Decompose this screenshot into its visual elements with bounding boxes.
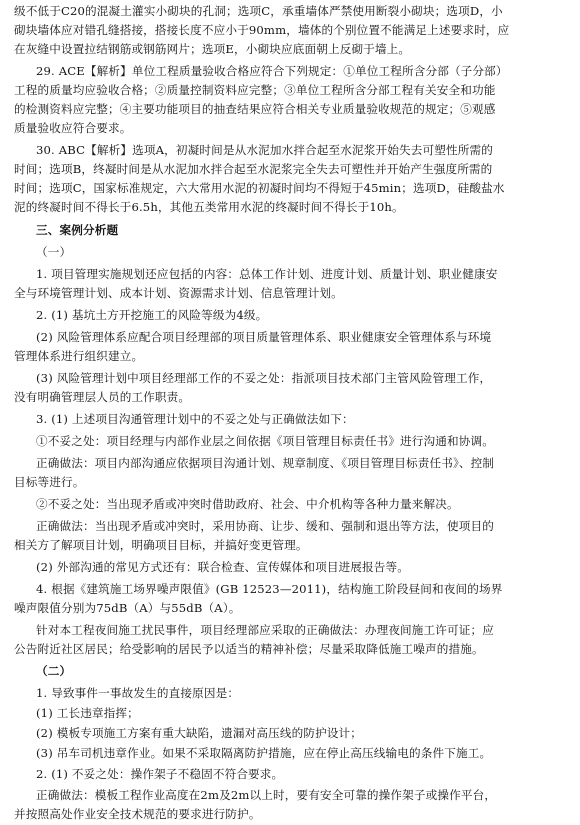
text-line: 目标等进行。 <box>14 475 85 489</box>
text-line: 时间；选项C，国家标准规定，六大常用水泥的初凝时间均不得短于45min；选项D，硅酸盐水 <box>14 181 505 195</box>
text-line: 噪声限值分别为75dB（A）与55dB（A）。 <box>14 601 241 615</box>
text-line: 时间；选项B，终凝时间是从水泥加水拌合起至水泥浆完全失去可塑性并开始产生强度所需的 <box>14 162 493 176</box>
answer-29: 29. ACE【解析】单位工程质量验收合格应符合下列规定：①单位工程所含分部（子分部） <box>36 64 508 78</box>
subsection-heading: （二） <box>36 664 72 678</box>
text-line: 砌块墙体应对错孔缝搭接，搭接长度不应小于90mm，墙体的个别位置不能满足上述要求时，应 <box>14 23 510 37</box>
text-line: 的检测资料应完整；④主要功能项目的抽查结果应符合相关专业质量验收规范的规定；⑤观感 <box>14 102 496 116</box>
text-line: 级不低于C20的混凝土灌实小砌块的孔洞；选项C，承重墙体严禁使用断裂小砌块；选项D，小 <box>14 4 503 18</box>
text-line: 正确做法：模板工程作业高度在2m及2m以上时，要有安全可靠的操作架子或操作平台， <box>36 788 497 802</box>
text-line: 质量验收应符合要求。 <box>14 121 132 135</box>
text-line: 相关方了解项目计划，明确项目目标，并搞好变更管理。 <box>14 538 308 552</box>
text-line: ②不妥之处：当出现矛盾或冲突时借助政府、社会、中介机构等各种力量来解决。 <box>36 497 459 511</box>
text-line: (1) 工长违章指挥； <box>36 706 139 720</box>
text-line: 工程的质量均应验收合格；②质量控制资料应完整；③单位工程所含分部工程有关安全和功能 <box>14 83 496 97</box>
text-line: 4. 根据《建筑施工场界噪声限值》(GB 12523—2011)，结构施工阶段昼间和夜间的场界 <box>36 582 503 596</box>
text-line: 管理体系进行组织建立。 <box>14 349 144 363</box>
text-line: 3. (1) 上述项目沟通管理计划中的不妥之处与正确做法如下： <box>36 412 354 426</box>
text-line: 1. 项目管理实施规划还应包括的内容：总体工作计划、进度计划、质量计划、职业健康安 <box>36 267 498 281</box>
text-line: (2) 模板专项施工方案有重大缺陷，遗漏对高压线的防护设计； <box>36 726 363 740</box>
text-line: 1. 导致事件一事故发生的直接原因是： <box>36 686 240 700</box>
text-line: 全与环境管理计划、成本计划、资源需求计划、信息管理计划。 <box>14 286 343 300</box>
text-line: 公告附近社区居民；给受影响的居民予以适当的精神补偿；尽量采取降低施工噪声的措施。 <box>14 642 484 656</box>
text-line: 针对本工程夜间施工扰民事件，项目经理部应采取的正确做法：办理夜间施工许可证；应 <box>36 623 495 637</box>
text-line: (2) 风险管理体系应配合项目经理部的项目质量管理体系、职业健康安全管理体系与环境 <box>36 330 492 344</box>
text-line: 并按照高处作业安全技术规范的要求进行防护。 <box>14 807 261 821</box>
text-line: 在灰缝中设置拉结钢筋或钢筋网片；选项E，小砌块应底面朝上反砌于墙上。 <box>14 42 411 56</box>
text-line: 泥的终凝时间不得长于6.5h，其他五类常用水泥的终凝时间不得长于10h。 <box>14 200 404 214</box>
subsection-heading: （一） <box>36 245 72 259</box>
text-line: 2. (1) 基坑土方开挖施工的风险等级为4级。 <box>36 308 268 322</box>
text-line: 2. (1) 不妥之处：操作架子不稳固不符合要求。 <box>36 767 284 781</box>
text-line: (3) 风险管理计划中项目经理部工作的不妥之处：指派项目技术部门主管风险管理工作， <box>36 371 492 385</box>
text-line: (3) 吊车司机违章作业。如果不采取隔离防护措施，应在停止高压线输电的条件下施工。 <box>36 746 492 760</box>
section-heading: 三、案例分析题 <box>36 223 119 237</box>
text-line: ①不妥之处：项目经理与内部作业层之间依据《项目管理目标责任书》进行沟通和协调。 <box>36 434 495 448</box>
text-line: 没有明确管理层人员的工作职责。 <box>14 390 191 404</box>
text-line: 正确做法：项目内部沟通应依据项目沟通计划、规章制度、《项目管理目标责任书》、控制 <box>36 456 495 470</box>
answer-30: 30. ABC【解析】选项A，初凝时间是从水泥加水拌合起至水泥浆开始失去可塑性所需的 <box>36 143 493 157</box>
text-line: (2) 外部沟通的常见方式还有：联合检查、宣传媒体和项目进展报告等。 <box>36 560 410 574</box>
text-line: 正确做法：当出现矛盾或冲突时，采用协商、让步、缓和、强制和退出等方法，使项目的 <box>36 519 495 533</box>
